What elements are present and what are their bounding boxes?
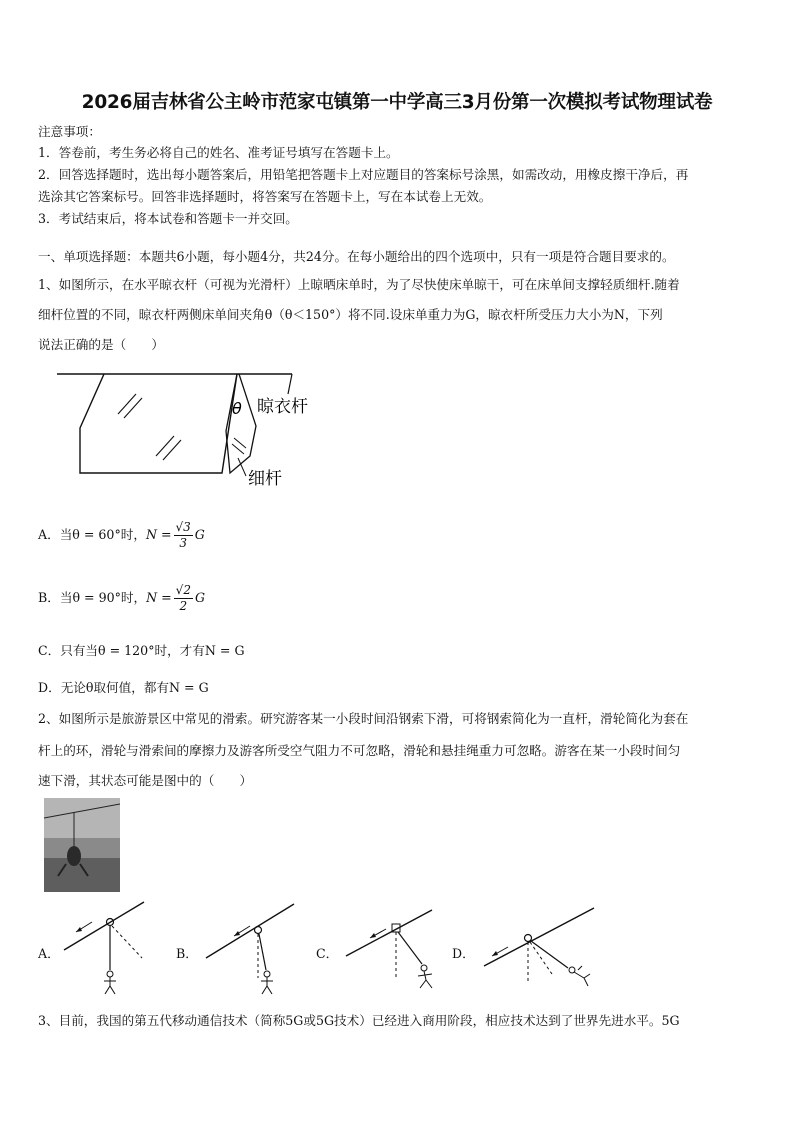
q2-label-d: D．: [452, 946, 475, 961]
q2-label-a: A．: [38, 946, 60, 961]
q2-diagram-a: [62, 898, 146, 998]
q1-option-a-fraction: [174, 520, 193, 551]
q1-option-a-prefix: A．当θ = 60°时，: [38, 527, 146, 542]
q3-line-1: 3、目前，我国的第五代移动通信技术（简称5G或5G技术）已经进入商用阶段，相应技术达到了世界先进水平。5G: [38, 1013, 680, 1028]
q1-line-3: 说法正确的是（ ）: [38, 337, 164, 352]
q1-option-a-denominator: 3: [179, 536, 187, 550]
q1-rack-label: 晾衣杆: [257, 397, 308, 417]
q1-option-d: D．无论θ取何值，都有N = G: [38, 680, 209, 695]
q1-option-c: C．只有当θ = 120°时，才有N = G: [38, 643, 245, 658]
q2-line-2: 杆上的环，滑轮与滑索间的摩擦力及游客所受空气阻力不可忽略，滑轮和悬挂绳重力可忽略。游客在某一小段时间匀: [38, 743, 681, 758]
q1-option-b-fraction: [174, 583, 193, 614]
notice-item-2-cont: 选涂其它答案标号。回答非选择题时，将答案写在答题卡上，写在本试卷上无效。: [38, 189, 492, 204]
section-heading: 一、单项选择题：本题共6小题，每小题4分，共24分。在每小题给出的四个选项中，只有一项是符合题目要求的。: [38, 249, 675, 264]
q1-stick-label: 细杆: [248, 469, 282, 489]
q1-option-a-eq: N =: [145, 527, 172, 542]
q2-diagram-c: [344, 898, 434, 998]
q2-diagram-b: [204, 898, 298, 998]
q1-option-a-tail: G: [194, 527, 205, 542]
q1-option-b-numerator: √2: [175, 583, 191, 597]
q1-option-b: [38, 583, 205, 614]
q1-option-b-denominator: 2: [179, 599, 188, 613]
q2-line-3: 速下滑，其状态可能是图中的（ ）: [38, 773, 253, 788]
q1-option-b-prefix: B．当θ = 90°时，: [38, 590, 147, 605]
notice-heading: 注意事项：: [38, 124, 101, 139]
q2-label-c: C．: [316, 946, 339, 961]
q1-option-a-numerator: √3: [175, 520, 191, 534]
q2-label-b: B．: [176, 946, 198, 961]
q1-option-a: [38, 520, 205, 551]
q2-line-1: 2、如图所示是旅游景区中常见的滑索。研究游客某一小段时间沿钢索下滑，可将钢索简化为一直杆，滑轮简化为套在: [38, 711, 689, 726]
q1-line-2: 细杆位置的不同，晾衣杆两侧床单间夹角θ（θ＜150°）将不同.设床单重力为G，晾衣杆所受压力大小为N，下列: [38, 307, 663, 322]
notice-item-1: 1．答卷前，考生务必将自己的姓名、准考证号填写在答题卡上。: [38, 145, 399, 160]
q1-line-1: 1、如图所示，在水平晾衣杆（可视为光滑杆）上晾晒床单时，为了尽快使床单晾干，可在床单间支撑轻质细杆.随着: [38, 277, 680, 292]
q2-diagram-d: [482, 898, 602, 998]
notice-item-2: 2．回答选择题时，选出每小题答案后，用铅笔把答题卡上对应题目的答案标号涂黑，如需改动，用橡皮擦干净后，再: [38, 167, 689, 182]
q1-option-b-eq: N =: [146, 590, 172, 605]
q2-photo: [44, 798, 120, 892]
notice-item-3: 3．考试结束后，将本试卷和答题卡一并交回。: [38, 211, 298, 226]
q1-figure: [52, 366, 332, 496]
q1-option-b-tail: G: [194, 590, 206, 605]
q1-theta-label: θ: [232, 399, 242, 418]
page-title: 2026届吉林省公主岭市范家屯镇第一中学高三3月份第一次模拟考试物理试卷: [81, 92, 713, 113]
